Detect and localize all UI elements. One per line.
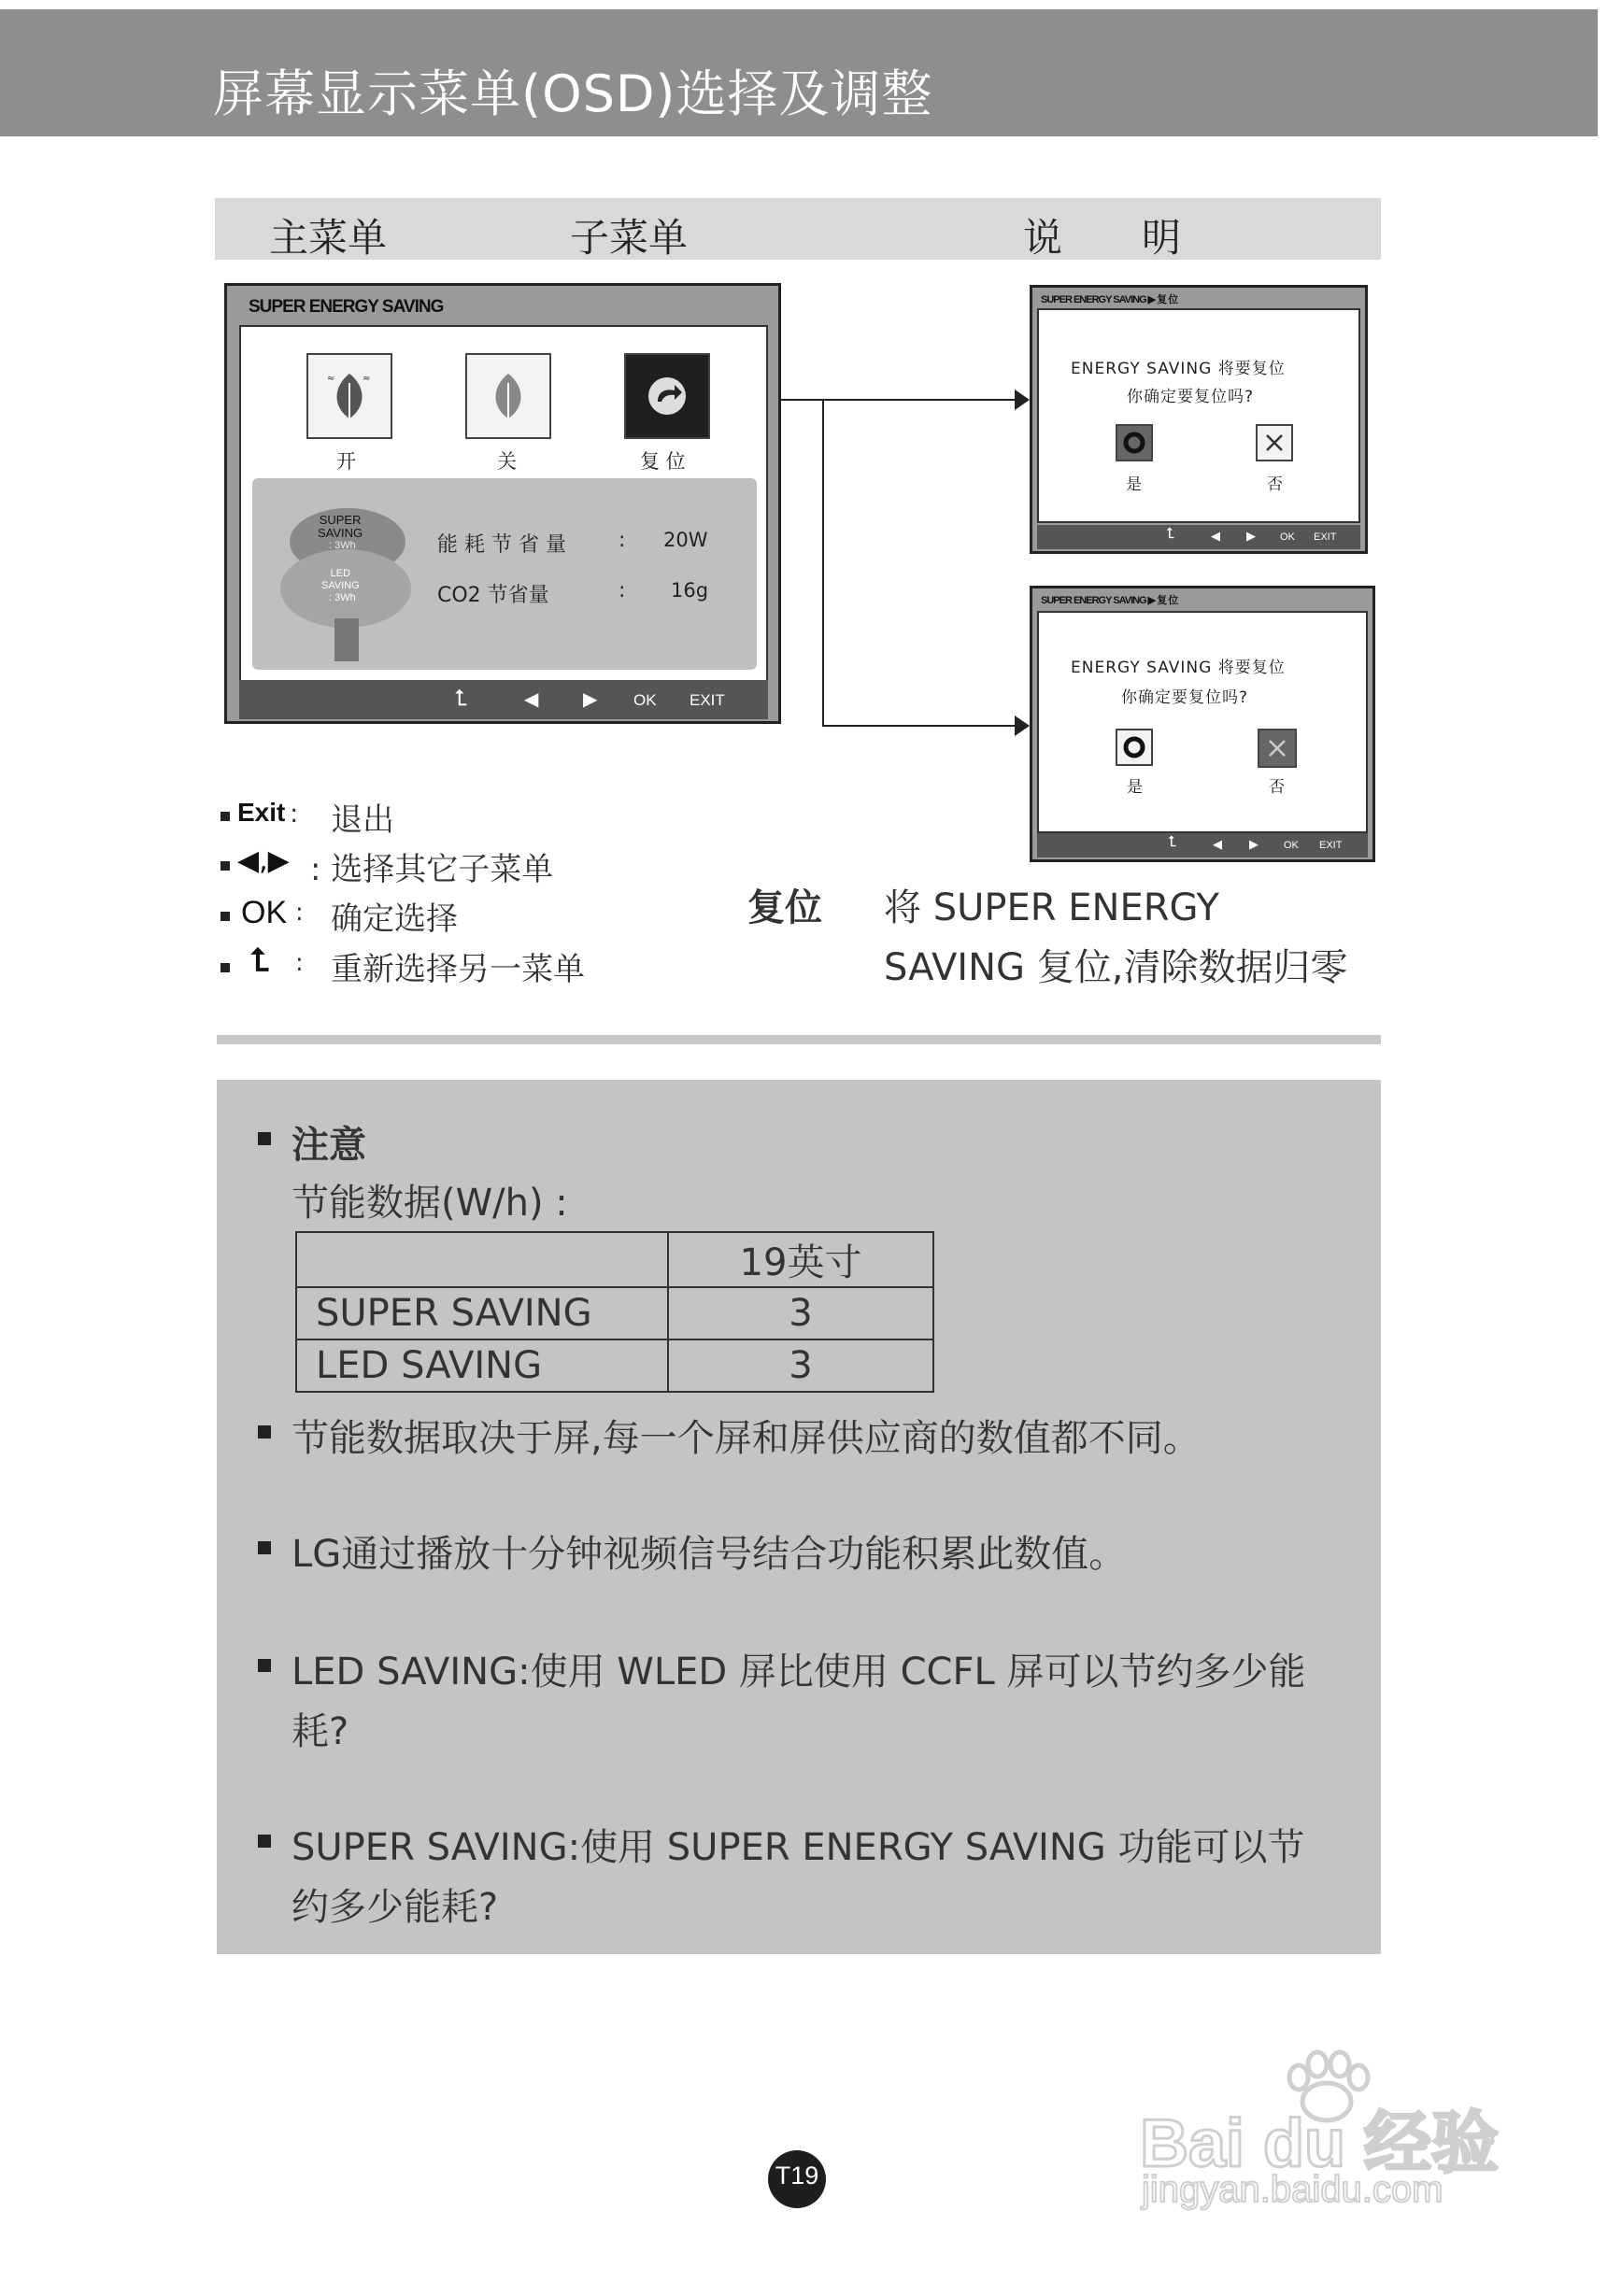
back-arrow-icon: ⮤ [250, 942, 270, 979]
co2-saving-sep: : [619, 579, 626, 602]
osd-main-title: SUPER ENERGY SAVING [249, 297, 444, 317]
note-bullet-1: 节能数据取决于屏,每一个屏和屏供应商的数值都不同。 [292, 1417, 1201, 1460]
tree-super-label: SUPER SAVING [318, 513, 363, 540]
arrow-head-bottom-icon [1015, 716, 1030, 736]
legend-ok-key: OK [241, 895, 288, 930]
svg-text:≈: ≈ [327, 374, 335, 384]
osd-main-ok-button[interactable]: OK [633, 691, 657, 709]
osd-confirm-yes-nav-bar [1037, 525, 1360, 549]
power-on-option[interactable] [306, 353, 392, 439]
note-bullet-3-cont: 耗? [292, 1710, 349, 1753]
circle-o-icon [1117, 426, 1151, 460]
confirm-yes-exit-button[interactable]: EXIT [1314, 531, 1337, 543]
power-off-option[interactable] [465, 353, 551, 439]
energy-saving-label: 能 耗 节 省 量 [437, 533, 566, 557]
reset-arrow-icon [626, 355, 708, 437]
confirm-yes-label: 是 [1126, 475, 1142, 494]
arrow-head-top-icon [1015, 390, 1030, 410]
x-mark-icon [1258, 426, 1291, 460]
legend-back-desc: 重新选择另一菜单 [331, 951, 585, 988]
co2-saving-value: 16g [671, 579, 709, 602]
option-on-label: 开 [336, 450, 356, 473]
confirm-no-right-icon[interactable]: ▶ [1249, 837, 1259, 851]
leaf-on-icon [308, 355, 391, 437]
column-header-band [215, 198, 1381, 260]
table-cell: 3 [668, 1287, 933, 1339]
osd-main-left-icon[interactable]: ◀ [524, 689, 539, 710]
page-number: T19 [775, 2161, 819, 2190]
osd-confirm-no-panel [1037, 611, 1368, 833]
legend-bullet [220, 861, 230, 871]
confirm-yes-right-icon[interactable]: ▶ [1246, 529, 1256, 543]
confirm2-no-label: 否 [1269, 778, 1285, 797]
note-bullet [258, 1425, 271, 1439]
confirm-yes-left-icon[interactable]: ◀ [1211, 529, 1220, 543]
column-description-1: 说 [1023, 215, 1063, 261]
osd-confirm-yes-panel [1037, 308, 1360, 523]
watermark-brand: Bai du 经验 [1140, 2106, 1500, 2181]
confirm2-yes-label: 是 [1127, 778, 1143, 797]
svg-text:≈: ≈ [363, 374, 371, 384]
legend-arrows-desc: : 选择其它子菜单 [310, 851, 554, 888]
confirm-no-line1: ENERGY SAVING 将要复位 [1071, 659, 1286, 677]
reset-label: 复位 [747, 886, 822, 929]
confirm-yes-back-icon[interactable]: ⮤ [1166, 526, 1175, 542]
confirm-no-back-icon[interactable]: ⮤ [1168, 834, 1177, 850]
table-cell: LED SAVING [296, 1339, 668, 1392]
leaf-off-icon [467, 355, 549, 437]
section-divider [217, 1035, 1381, 1044]
confirm-yes-button[interactable] [1116, 424, 1153, 461]
note-bullet-4: SUPER SAVING:使用 SUPER ENERGY SAVING 功能可以节 [292, 1826, 1305, 1869]
confirm-no-left-icon[interactable]: ◀ [1213, 837, 1222, 851]
reset-option[interactable] [624, 353, 710, 439]
osd-confirm-no-title: SUPER ENERGY SAVING ▶ 复 位 [1041, 595, 1178, 606]
circle-o-icon [1117, 730, 1151, 764]
table-header-row [296, 1232, 933, 1287]
reset-desc-line2: SAVING 复位,清除数据归零 [884, 946, 1348, 989]
reset-desc-line1: 将 SUPER ENERGY [884, 886, 1219, 929]
legend-bullet [220, 912, 230, 921]
tree-super-value: : 3Wh [329, 540, 356, 551]
note-bullet [258, 1659, 271, 1672]
osd-main-right-icon[interactable]: ▶ [583, 689, 598, 710]
energy-saving-value: 20W [663, 529, 708, 551]
confirm-no-button[interactable] [1256, 424, 1293, 461]
table-header-cell: 19英寸 [668, 1232, 933, 1287]
page-title: 屏幕显示菜单(OSD)选择及调整 [213, 64, 933, 123]
legend-exit-desc: 退出 [331, 801, 394, 839]
confirm-yes-line1: ENERGY SAVING 将要复位 [1071, 360, 1286, 378]
energy-saving-sep: : [619, 529, 626, 552]
connector-line-vertical [822, 399, 824, 726]
note-bullet [258, 1835, 271, 1848]
note-bullet-4-cont: 约多少能耗? [292, 1886, 499, 1929]
confirm-yes-ok-button[interactable]: OK [1280, 531, 1295, 543]
table-row [296, 1339, 933, 1392]
option-reset-label: 复 位 [640, 450, 686, 473]
table-cell: SUPER SAVING [296, 1287, 668, 1339]
watermark-url: jingyan.baidu.com [1142, 2169, 1443, 2210]
confirm2-yes-button[interactable] [1116, 729, 1153, 766]
osd-confirm-yes-title: SUPER ENERGY SAVING ▶ 复 位 [1041, 294, 1178, 305]
tree-led-label: LED SAVING [321, 568, 360, 591]
column-main-menu: 主菜单 [269, 215, 388, 261]
note-title: 注意 [292, 1124, 366, 1167]
co2-saving-label: CO2 节省量 [437, 584, 549, 607]
legend-back-sep: : [295, 949, 304, 977]
column-sub-menu: 子菜单 [570, 215, 689, 261]
osd-main-exit-button[interactable]: EXIT [690, 691, 725, 709]
confirm-no-label: 否 [1267, 475, 1283, 494]
note-subtitle: 节能数据(W/h) : [292, 1182, 568, 1225]
table-header-cell [296, 1232, 668, 1287]
energy-table [295, 1231, 934, 1393]
note-bullet-2: LG通过播放十分钟视频信号结合功能积累此数值。 [292, 1533, 1127, 1576]
osd-confirm-no-nav-bar [1037, 833, 1368, 857]
connector-line-top [781, 399, 1022, 401]
confirm-no-ok-button[interactable]: OK [1284, 840, 1299, 851]
tree-led-value: : 3Wh [329, 592, 356, 603]
table-cell: 3 [668, 1339, 933, 1392]
note-bullet [258, 1132, 271, 1145]
legend-exit-key: Exit [237, 798, 286, 827]
note-bullet-3: LED SAVING:使用 WLED 屏比使用 CCFL 屏可以节约多少能 [292, 1651, 1306, 1694]
osd-main-back-icon[interactable]: ⮤ [454, 686, 468, 711]
option-off-label: 关 [497, 450, 517, 473]
legend-ok-sep: : [295, 899, 304, 927]
legend-bullet [220, 963, 230, 972]
legend-ok-desc: 确定选择 [331, 900, 458, 938]
table-row [296, 1287, 933, 1339]
legend-bullet [220, 812, 230, 821]
confirm-no-line2: 你确定要复位吗? [1121, 688, 1249, 707]
legend-arrows-key: ◀,▶ [237, 844, 290, 877]
note-bullet [258, 1541, 271, 1554]
confirm-yes-line2: 你确定要复位吗? [1127, 388, 1255, 406]
confirm2-no-button[interactable] [1258, 729, 1297, 768]
x-mark-icon [1259, 730, 1295, 766]
confirm-no-exit-button[interactable]: EXIT [1319, 840, 1343, 851]
column-description-2: 明 [1142, 215, 1182, 261]
connector-line-bottom [822, 725, 1022, 727]
legend-exit-sep: : [290, 798, 299, 829]
